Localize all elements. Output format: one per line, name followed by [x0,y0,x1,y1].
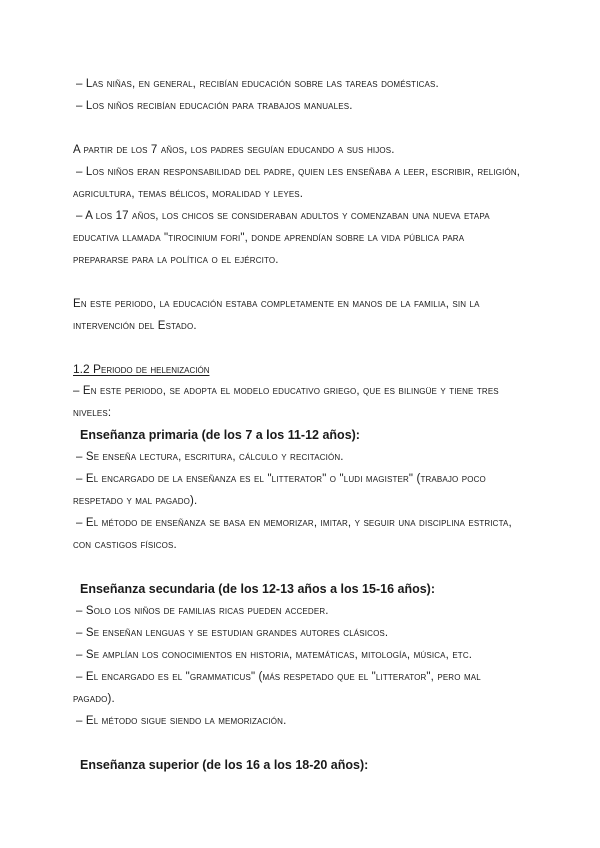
section-heading: 1.2 Periodo de helenización [73,362,210,376]
bullet-seventeen-line-2: educativa llamada "tirocinium fori", donde aprendían sobre la vida pública para [73,232,465,244]
secundaria-bullet-1: – Solo los niños de familias ricas pueden acceder. [76,605,329,617]
bullet-father-line-2: agricultura, temas bélicos, moralidad y leyes. [73,188,304,200]
primaria-bullet-2-line-2: respetado y mal pagado). [73,495,198,507]
paragraph-family-line-2: intervención del Estado. [73,320,197,332]
secundaria-title: Enseñanza secundaria (de los 12-13 años a los 15-16 años): [80,582,435,596]
bullet-father-line-1: – Los niños eran responsabilidad del padre, quien les enseñaba a leer, escribir, religión, [76,166,521,178]
primaria-title: Enseñanza primaria (de los 7 a los 11-12 años): [80,428,360,442]
primaria-bullet-3-line-2: con castigos físicos. [73,539,177,551]
secundaria-bullet-2: – Se enseñan lenguas y se estudian grandes autores clásicos. [76,627,389,639]
primaria-bullet-3-line-1: – El método de enseñanza se basa en memorizar, imitar, y seguir una disciplina estricta, [76,517,512,529]
bullet-seventeen-line-1: – A los 17 años, los chicos se consideraban adultos y comenzaban una nueva etapa [76,210,490,222]
paragraph-age-seven: A partir de los 7 años, los padres seguían educando a sus hijos. [73,144,395,156]
section-intro-line-2: niveles: [73,407,112,419]
primaria-bullet-2-line-1: – El encargado de la enseñanza es el "litterator" o "ludi magister" (trabajo poco [76,473,486,485]
section-intro-line-1: – En este periodo, se adopta el modelo educativo griego, que es bilingüe y tiene tres [73,385,499,397]
secundaria-bullet-3: – Se amplían los conocimientos en historia, matemáticas, mitología, música, etc. [76,649,473,661]
bullet-seventeen-line-3: prepararse para la política o el ejército. [73,254,279,266]
bullet-boys-education: – Los niños recibían educación para trabajos manuales. [76,100,353,112]
superior-title: Enseñanza superior (de los 16 a los 18-20 años): [80,758,369,772]
bullet-girls-education: – Las niñas, en general, recibían educación sobre las tareas domésticas. [76,78,439,90]
paragraph-family-line-1: En este periodo, la educación estaba completamente en manos de la familia, sin la [73,298,480,310]
secundaria-bullet-4-line-2: pagado). [73,693,115,705]
primaria-bullet-1: – Se enseña lectura, escritura, cálculo y recitación. [76,451,344,463]
secundaria-bullet-4-line-1: – El encargado es el "grammaticus" (más respetado que el "litterator", pero mal [76,671,481,683]
secundaria-bullet-5: – El método sigue siendo la memorización. [76,715,287,727]
